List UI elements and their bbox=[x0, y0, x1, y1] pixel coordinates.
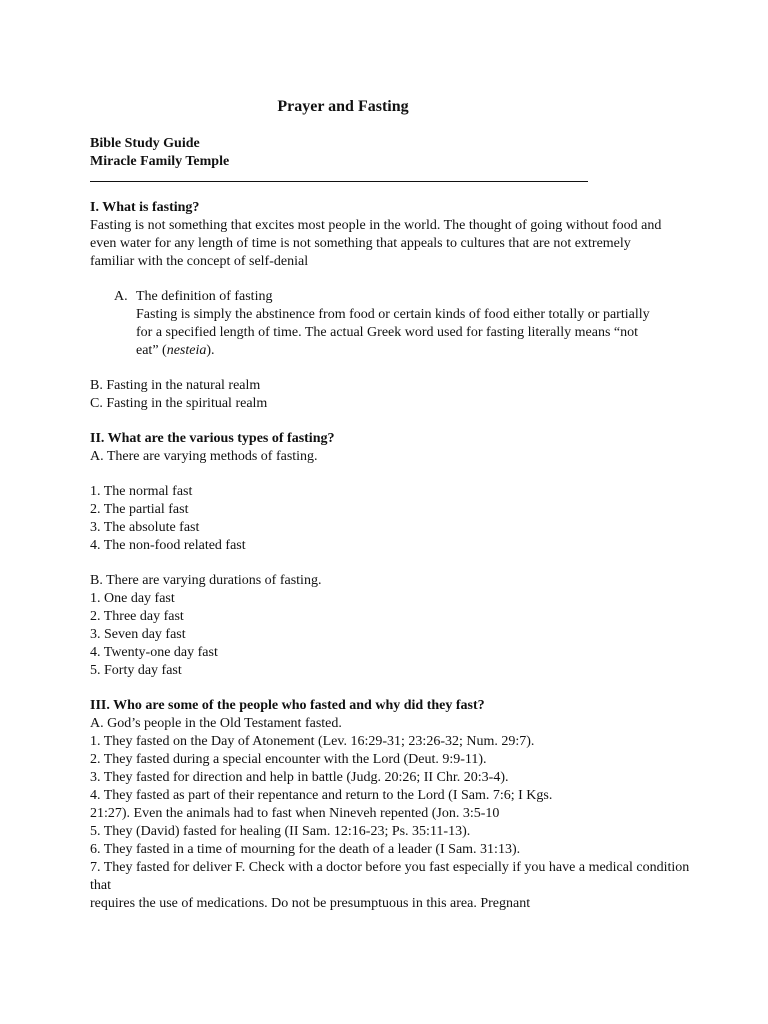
list-item: 4. Twenty-one day fast bbox=[90, 645, 218, 660]
section-3-heading: III. Who are some of the people who fasted and why did they fast? bbox=[90, 698, 485, 713]
list-item: 1. The normal fast bbox=[90, 484, 193, 499]
document-title: Prayer and Fasting bbox=[277, 98, 409, 115]
list-item: 4. They fasted as part of their repentance and return to the Lord (I Sam. 7:6; I Kgs. bbox=[90, 788, 553, 803]
section-1-item-c: C. Fasting in the spiritual realm bbox=[90, 396, 268, 411]
definition-item bbox=[114, 288, 690, 306]
list-item: 21:27). Even the animals had to fast when Nineveh repented (Jon. 3:5-10 bbox=[90, 806, 500, 821]
list-item: 5. Forty day fast bbox=[90, 663, 182, 678]
list-item: 7. They fasted for deliver F. Check with a doctor before you fast especially if you have a medical condition that bbox=[90, 860, 690, 893]
list-item: 5. They (David) fasted for healing (II Sam. 12:16-23; Ps. 35:11-13). bbox=[90, 824, 471, 839]
list-item: 4. The non-food related fast bbox=[90, 538, 246, 553]
list-item: 3. The absolute fast bbox=[90, 520, 200, 535]
definition-text bbox=[136, 306, 656, 360]
section-2-item-a: A. There are varying methods of fasting. bbox=[90, 449, 318, 464]
section-2-heading: II. What are the various types of fasting? bbox=[90, 431, 335, 446]
section-1-item-b: B. Fasting in the natural realm bbox=[90, 378, 261, 393]
list-item: requires the use of medications. Do not be presumptuous in this area. Pregnant bbox=[90, 896, 531, 911]
list-item: 6. They fasted in a time of mourning for the death of a leader (I Sam. 31:13). bbox=[90, 842, 521, 857]
list-item: 2. The partial fast bbox=[90, 502, 189, 517]
subtitle-church-name: Miracle Family Temple bbox=[90, 154, 230, 169]
section-3-item-a: A. God’s people in the Old Testament fasted. bbox=[90, 716, 342, 731]
section-2-item-b: B. There are varying durations of fasting. bbox=[90, 573, 322, 588]
list-item: 3. They fasted for direction and help in battle (Judg. 20:26; II Chr. 20:3-4). bbox=[90, 770, 509, 785]
document-body bbox=[90, 135, 690, 913]
section-1-paragraph: Fasting is not something that excites most people in the world. The thought of going without food and even water for any length of time is not something that appeals to cultures that are not extremely familiar with the concept of self-denial bbox=[90, 218, 662, 269]
definition-text-end: ). bbox=[206, 343, 215, 358]
header-divider bbox=[90, 171, 588, 182]
list-item: 1. They fasted on the Day of Atonement (Lev. 16:29-31; 23:26-32; Num. 29:7). bbox=[90, 734, 535, 749]
definition-text-start: Fasting is simply the abstinence from food or certain kinds of food either totally or partially for a specified length of time. The actual Greek word used for fasting literally means “not eat” ( bbox=[136, 307, 650, 358]
durations-list bbox=[90, 590, 690, 680]
section-1-heading: I. What is fasting? bbox=[90, 200, 200, 215]
old-testament-list bbox=[90, 733, 690, 913]
list-item: 2. They fasted during a special encounter with the Lord (Deut. 9:9-11). bbox=[90, 752, 487, 767]
list-item: 1. One day fast bbox=[90, 591, 175, 606]
definition-letter: A. bbox=[114, 289, 128, 304]
definition-title: The definition of fasting bbox=[136, 289, 273, 304]
methods-list bbox=[90, 483, 690, 555]
list-item: 3. Seven day fast bbox=[90, 627, 186, 642]
list-item: 2. Three day fast bbox=[90, 609, 184, 624]
greek-word: nesteia bbox=[166, 343, 207, 358]
subtitle-study-guide: Bible Study Guide bbox=[90, 136, 200, 151]
